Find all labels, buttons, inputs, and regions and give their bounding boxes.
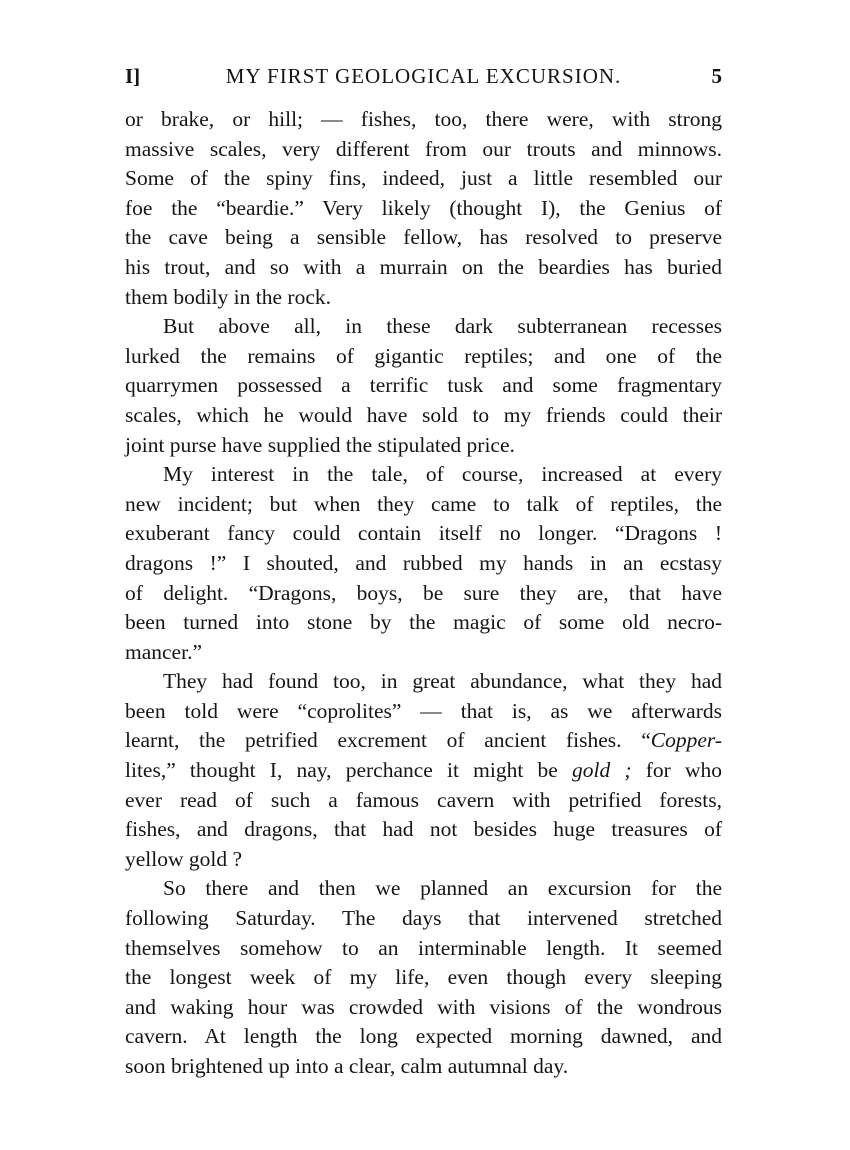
paragraph-start-line: They had found too, in great abundance, what they had [163, 669, 722, 694]
body-text [125, 105, 722, 1082]
text-line: or brake, or hill; — fishes, too, there were, with strong [125, 107, 722, 131]
line-text: lites,” thought I, nay, perchance it might be [125, 758, 558, 783]
chapter-title: MY FIRST GEOLOGICAL EXCURSION. [225, 64, 622, 88]
text-line: and waking hour was crowded with visions of the wondrous [125, 994, 722, 1019]
text-line: foe the “beardie.” Very likely (thought I), the Genius of [125, 195, 722, 220]
text-line: new incident; but when they came to talk of reptiles, the [125, 491, 722, 516]
text-line: the cave being a sensible fellow, has resolved to preserve [125, 225, 722, 250]
text-line: soon brightened up into a clear, calm autumnal day. [125, 1054, 569, 1078]
text-line: following Saturday. The days that intervened stretched [125, 906, 722, 931]
paragraph-start-line: But above all, in these dark subterranean recesses [163, 314, 722, 339]
paragraph-start-line: So there and then we planned an excursion for the [163, 876, 722, 901]
text-line: ever read of such a famous cavern with petrified forests, [125, 787, 722, 812]
text-line: quarrymen possessed a terrific tusk and some fragmentary [125, 373, 722, 398]
line-text: for who [631, 758, 722, 783]
text-line: been told were “coprolites” — that is, as we afterwards [125, 698, 722, 723]
text-line: massive scales, very different from our trouts and minnows. [125, 136, 722, 161]
text-line: Some of the spiny fins, indeed, just a little resembled our [125, 166, 722, 191]
text-line: them bodily in the rock. [125, 284, 332, 309]
italic-word: Copper- [650, 728, 722, 753]
text-line: fishes, and dragons, that had not besides huge treasures of [125, 817, 722, 842]
text-line: the longest week of my life, even though every sleeping [125, 965, 722, 990]
text-line: been turned into stone by the magic of some old necro- [125, 610, 722, 635]
text-line: his trout, and so with a murrain on the beardies has buried [125, 254, 722, 279]
paragraph-start-line: My interest in the tale, of course, increased at every [163, 462, 722, 487]
page-number: 5 [711, 64, 722, 88]
text-line: cavern. At length the long expected morning dawned, and [125, 1024, 722, 1049]
text-line: mancer.” [125, 639, 202, 664]
text-line: joint purse have supplied the stipulated price. [125, 432, 515, 457]
chapter-number: I] [125, 64, 141, 88]
text-line: exuberant fancy could contain itself no longer. “Dragons ! [125, 521, 722, 546]
text-line: dragons !” I shouted, and rubbed my hands in an ecstasy [125, 550, 722, 575]
text-line: scales, which he would have sold to my friends could their [125, 402, 722, 427]
text-line-with-italic [125, 726, 722, 756]
italic-word: gold ; [571, 758, 632, 783]
text-line: yellow gold ? [125, 846, 243, 871]
text-line: themselves somehow to an interminable length. It seemed [125, 935, 722, 960]
text-line-with-italic [125, 756, 722, 786]
running-header [125, 62, 722, 90]
text-line: of delight. “Dragons, boys, be sure they are, that have [125, 580, 722, 605]
line-text: learnt, the petrified excrement of ancient fishes. “ [125, 728, 651, 753]
text-line: lurked the remains of gigantic reptiles; and one of the [125, 343, 722, 368]
